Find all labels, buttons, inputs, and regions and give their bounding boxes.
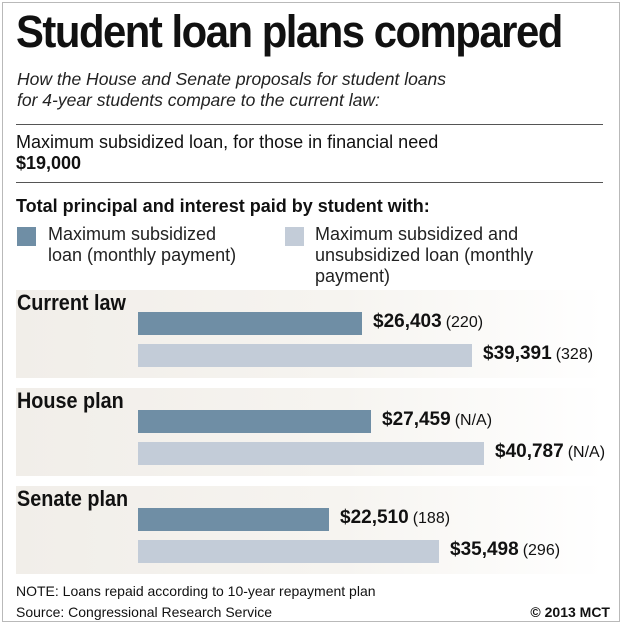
monthly-payment-0-2: (188): [412, 510, 451, 527]
data-label-subsidized-0: [373, 311, 483, 333]
bar-subsidized-2: [138, 508, 329, 531]
data-label-subsidized-1: [382, 409, 492, 431]
value-amount-0-0: $26,403: [373, 311, 442, 332]
legend-swatch-subsidized: [17, 227, 36, 246]
chart-title: Total principal and interest paid by student with:: [16, 196, 430, 216]
value-amount-1-0: $39,391: [483, 343, 552, 364]
legend-label-unsubsidized-line-1: Maximum subsidized and: [315, 224, 519, 244]
data-label-subsidized-2: [340, 507, 450, 529]
bar-subsidized-0: [138, 312, 362, 335]
legend-label-unsubsidized-line-3: payment): [315, 266, 391, 286]
category-label-1: House plan: [17, 388, 124, 413]
value-amount-1-2: $35,498: [450, 539, 519, 560]
bar-unsubsidized-2: [138, 540, 439, 563]
divider-bottom: [16, 182, 603, 183]
value-amount-1-1: $40,787: [495, 441, 564, 462]
bar-unsubsidized-0: [138, 344, 472, 367]
subtitle-line-1: How the House and Senate proposals for student loans: [17, 69, 447, 89]
data-label-unsubsidized-1: [495, 441, 605, 463]
value-amount-0-1: $27,459: [382, 409, 451, 430]
legend-label-subsidized-line-2: loan (monthly payment): [48, 245, 237, 265]
legend-label-subsidized-line-1: Maximum subsidized: [48, 224, 217, 244]
value-amount-0-2: $22,510: [340, 507, 409, 528]
max-subsidized-label: Maximum subsidized loan, for those in financial need: [16, 132, 439, 152]
category-label-0: Current law: [17, 290, 126, 315]
monthly-payment-1-0: (328): [555, 346, 594, 363]
category-label-2: Senate plan: [17, 486, 129, 511]
monthly-payment-0-0: (220): [445, 314, 484, 331]
bar-subsidized-1: [138, 410, 371, 433]
bar-unsubsidized-1: [138, 442, 484, 465]
source-text: Source: Congressional Research Service: [16, 604, 273, 620]
page-title: Student loan plans compared: [16, 6, 562, 57]
data-label-unsubsidized-2: [450, 539, 560, 561]
monthly-payment-1-2: (296): [522, 542, 561, 559]
note-text: NOTE: Loans repaid according to 10-year repayment plan: [16, 583, 376, 599]
legend-label-unsubsidized: [315, 224, 533, 287]
legend-label-subsidized: [48, 224, 236, 266]
subtitle: [17, 69, 607, 111]
legend-label-unsubsidized-line-2: unsubsidized loan (monthly: [315, 245, 534, 265]
copyright-credit: © 2013 MCT: [530, 604, 610, 620]
monthly-payment-1-1: (N/A): [567, 444, 606, 461]
legend-swatch-unsubsidized: [285, 227, 304, 246]
max-subsidized-value: $19,000: [16, 153, 82, 173]
data-label-unsubsidized-0: [483, 343, 593, 365]
divider-top: [16, 124, 603, 125]
subtitle-line-2: for 4-year students compare to the current law:: [17, 90, 380, 110]
monthly-payment-0-1: (N/A): [454, 412, 493, 429]
